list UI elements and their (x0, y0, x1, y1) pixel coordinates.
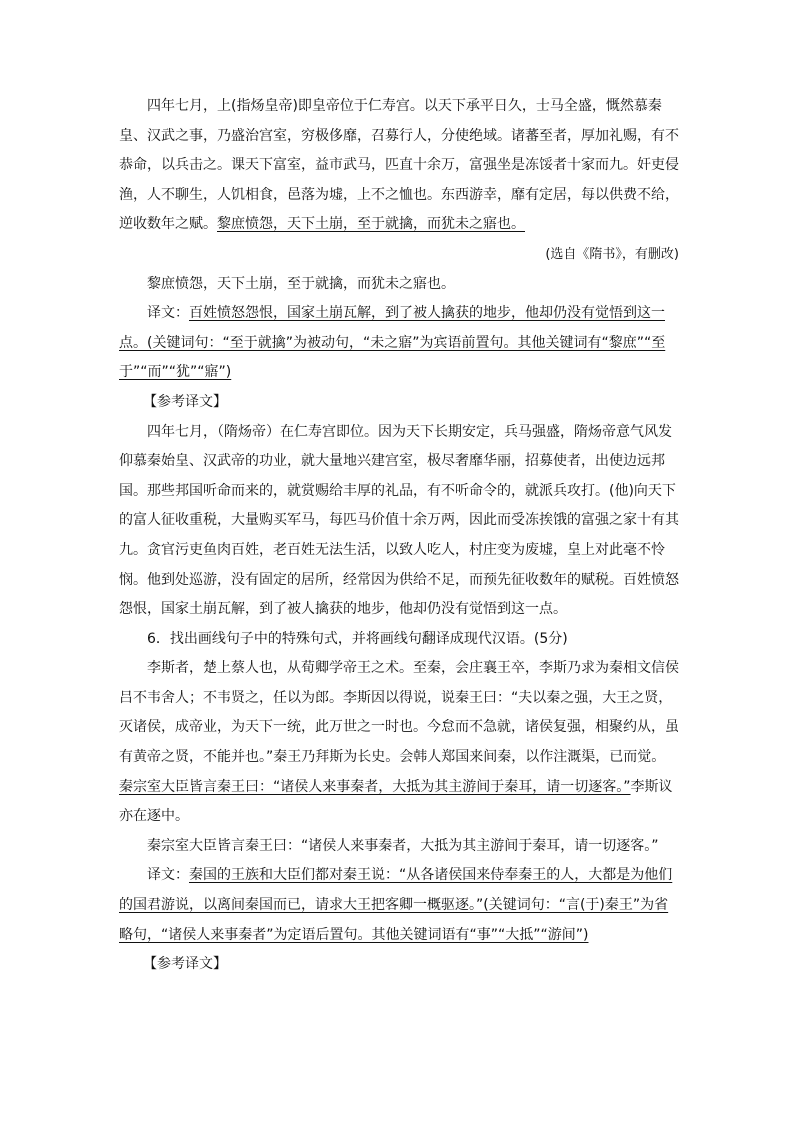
source-note: (选自《隋书》，有删改) (545, 246, 679, 262)
quoted-sentence-2: 秦宗室大臣皆言秦王曰：“诸侯人来事秦者，大抵为其主游间于秦耳，请一切逐客。” (147, 837, 659, 854)
reference-translation-1: 四年七月，（隋炀帝）在仁寿宫即位。因为天下长期安定，兵马强盛，隋炀帝意气风发仰慕秦始皇、汉武帝的功业，就大量地兴建宫室，极尽奢靡华丽，招募使者，出使边远邦国。那些邦国听命而来的，就赏赐给丰厚的礼品，有不听命令的，就派兵攻打。(他)向天下的富人征收重税，大量购买军马，每匹马价值十余万两，因此而受冻挨饿的富强之家十有其九。贪官污吏鱼肉百姓，老百姓无法生活，以致人吃人，村庄变为废墟，皇上对此毫不怜悯。他到处巡游，没有固定的居所，经常因为供给不足，而预先征收数年的赋税。百姓愤怒怨恨，国家土崩瓦解，到了被人擒获的地步，他却仍没有觉悟到这一点。 (119, 423, 679, 618)
translation-2-text: 秦国的王族和大臣们都对秦王说：“从各诸侯国来侍奉秦王的人，大都是为他们的国君游说，以离间秦国而已，请求大王把客卿一概驱逐。”(关键词句：“言(于)秦王”为省略句，“诸侯人来事秦者”为定语后置句。其他关键词语有“事”“大抵”“游间”) (119, 867, 673, 943)
translation-1: 译文：百姓愤怒怨恨，国家土崩瓦解，到了被人擒获的地步，他却仍没有觉悟到这一点。(关键词句：“至于就擒”为被动句，“未之寤”为宾语前置句。其他关键词有“黎庶”“至于”“而”“犹”“寤”) (119, 305, 666, 381)
translation-1-text: 百姓愤怒怨恨，国家土崩瓦解，到了被人擒获的地步，他却仍没有觉悟到这一点。(关键词句：“至于就擒”为被动句，“未之寤”为宾语前置句。其他关键词有“黎庶”“至于”“而”“犹”“寤”) (119, 305, 666, 381)
document-page (119, 92, 679, 980)
underlined-sentence-1: 黎庶愤怨，天下土崩，至于就擒，而犹未之寤也。 (217, 216, 525, 233)
translation-2: 译文：秦国的王族和大臣们都对秦王说：“从各诸侯国来侍奉秦王的人，大都是为他们的国君游说，以离间秦国而已，请求大王把客卿一概驱逐。”(关键词句：“言(于)秦王”为省略句，“诸侯人来事秦者”为定语后置句。其他关键词语有“事”“大抵”“游间”) (119, 867, 673, 943)
reference-heading-2: 【参考译文】 (143, 956, 227, 973)
passage-2: 李斯者，楚上蔡人也，从荀卿学帝王之术。至秦，会庄襄王卒，李斯乃求为秦相文信侯吕不韦舍人；不韦贤之，任以为郎。李斯因以得说，说秦王曰：“夫以秦之强，大王之贤，灭诸侯，成帝业，为天下一统，此万世之一时也。今怠而不急就，诸侯复强，相聚约从，虽有黄帝之贤，不能并也。”秦王乃拜斯为长史。会韩人郑国来间秦，以作注溉渠，已而觉。秦宗室大臣皆言秦王曰：“诸侯人来事秦者，大抵为其主游间于秦耳，请一切逐客。”李斯议亦在逐中。 (119, 660, 679, 825)
passage-1: 四年七月，上(指炀皇帝)即皇帝位于仁寿宫。以天下承平日久，士马全盛，慨然慕秦皇、汉武之事，乃盛治宫室，穷极侈靡，召募行人，分使绝域。诸蕃至者，厚加礼赐，有不恭命，以兵击之。课天下富室，益市武马，匹直十余万，富强坐是冻馁者十家而九。奸吏侵渔，人不聊生，人饥相食，邑落为墟，上不之恤也。东西游幸，靡有定居，每以供费不给，逆收数年之赋。黎庶愤怨，天下土崩，至于就擒，而犹未之寤也。 (119, 98, 679, 233)
question-6: 6．找出画线句子中的特殊句式，并将画线句翻译成现代汉语。(5分) (147, 630, 568, 647)
quoted-sentence-1: 黎庶愤怨，天下土崩，至于就擒，而犹未之寤也。 (147, 275, 455, 292)
reference-heading-1: 【参考译文】 (143, 393, 227, 410)
underlined-sentence-2: 秦宗室大臣皆言秦王曰：“诸侯人来事秦者，大抵为其主游间于秦耳，请一切逐客。” (119, 778, 631, 795)
